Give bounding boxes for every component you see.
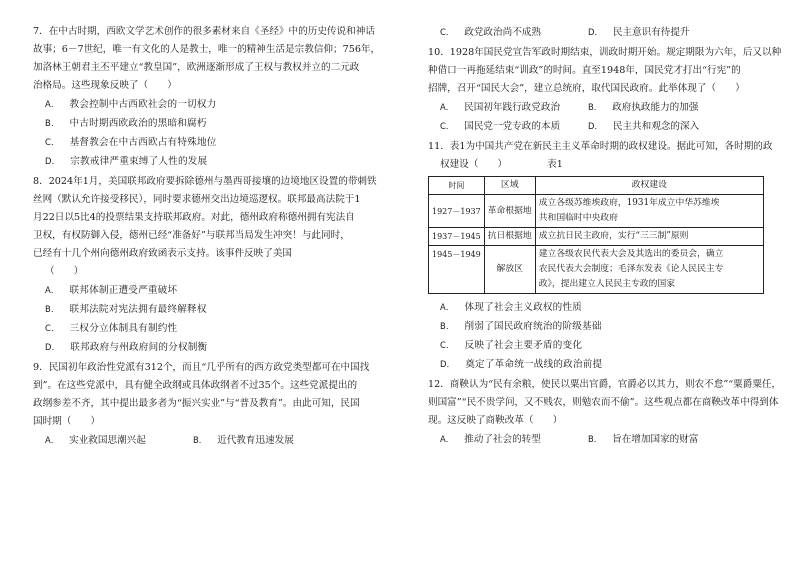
option-label: B． [45, 304, 60, 314]
option-label: D． [45, 156, 61, 166]
option-text: 政府执政能力的加强 [612, 102, 699, 113]
question-7-line: 故事；6－7世纪，唯一有文化的人是教士，唯一的精神生活是宗教信仰；756年， [33, 44, 381, 55]
question-7-line: 7．在中古时期，西欧文学艺术创作的很多素材来自《圣经》中的历史传说和神话 [33, 26, 375, 37]
question-10-options-row [440, 117, 780, 136]
question-10-line: 招牌，召开“国民大会”，建立总统府，取代国民政府。此举体现了（ ） [428, 83, 745, 94]
table-cell-line: 成立各级苏维埃政府，1931年成立中华苏维埃 [538, 198, 720, 208]
option-text: 民国初年践行政党政治 [464, 102, 561, 113]
table-cell-content [535, 195, 763, 228]
table-header-row [429, 177, 764, 195]
question-12 [428, 376, 780, 449]
option-label: A． [45, 99, 60, 109]
option-text: 推动了社会的转型 [464, 434, 541, 445]
question-11-line: 权建设（ ） [440, 159, 508, 170]
table-caption: 表1 [547, 159, 563, 170]
option-label: B． [588, 434, 603, 444]
option-text: 反映了社会主要矛盾的变化 [464, 340, 583, 351]
table-header-cell: 政权建设 [535, 177, 763, 195]
table-cell-line: 成立抗日民主政府，实行“三三制”原则 [538, 231, 689, 241]
question-9-line: 到”。在这些党派中，具有健全政纲或具体政纲者不过35个。这些党派提出的 [33, 380, 358, 391]
question-10-option-a[interactable] [440, 98, 588, 117]
left-column [33, 23, 395, 450]
option-text: 基督教会在中古西欧占有特殊地位 [69, 137, 217, 148]
question-8-option-b[interactable] [45, 300, 395, 319]
question-12-line: 12．商鞅认为“民有余粮，使民以粟出官爵，官爵必以其力，则农不怠”“粟爵粟任， [428, 379, 782, 390]
question-10-line: 10．1928年国民党宣告军政时期结束，训政时期开始。规定期限为六年，后又以种 [428, 47, 782, 58]
question-9 [33, 359, 395, 450]
option-text: 奠定了革命统一战线的政治前提 [465, 359, 603, 370]
option-label: A． [440, 302, 455, 312]
table-cell-content [535, 228, 763, 246]
question-12-line: 则国富”“民不贵学问，又不贱农，则勉农而不偷”。这些观点都在商鞅改革中得到体 [428, 397, 779, 408]
option-text: 旨在增加国家的财富 [612, 434, 699, 445]
table-cell-line: 政》，提出建立人民民主专政的国家 [538, 279, 676, 289]
option-text: 联邦政府与州政府间的分权制衡 [70, 342, 208, 353]
table-cell-region: 革命根据地 [484, 195, 535, 228]
question-11-option-a[interactable] [440, 298, 780, 317]
option-label: C． [45, 323, 60, 333]
option-label: D． [588, 121, 603, 131]
question-8-line: （ ） [45, 266, 84, 277]
option-text: 体现了社会主义政权的性质 [464, 302, 583, 313]
option-text: 国民党一党专政的本质 [464, 121, 561, 132]
question-11-line: 11．表1为中国共产党在新民主主义革命时期的政权建设。据此可知，各时期的政 [428, 141, 773, 152]
option-text: 政党政治尚不成熟 [464, 27, 541, 38]
option-label: C． [440, 121, 455, 131]
option-label: D． [45, 342, 61, 352]
table-cell-period: 1927－1937 [429, 195, 485, 228]
table-row [429, 246, 764, 294]
table-header-cell: 时间 [429, 177, 485, 195]
option-text: 民主意识有待提升 [612, 27, 690, 38]
question-7 [33, 23, 395, 171]
table-header-cell: 区域 [484, 177, 535, 195]
question-12-option-b[interactable] [588, 430, 736, 449]
option-text: 三权分立体制具有制约性 [69, 323, 178, 334]
question-10-option-b[interactable] [588, 98, 736, 117]
option-text: 联邦体制正遭受严重破坏 [69, 285, 178, 296]
question-9-line: 政纲参差不齐，其中提出最多者为“振兴实业”与“普及教育”。由此可知，民国 [33, 398, 360, 409]
option-label: B． [45, 118, 60, 128]
option-text: 联邦法院对宪法拥有最终解释权 [69, 304, 207, 315]
question-8-line: 卫权，有权防御入侵，德州已经“准备好”与联邦当局发生冲突！与此同时， [33, 230, 350, 241]
question-9-line: 9．民国初年政治性党派有312个，而且“几乎所有的西方政党类型都可在中国找 [33, 362, 370, 373]
question-7-option-b[interactable] [45, 114, 395, 133]
question-10-options-row [440, 98, 780, 117]
option-label: B． [193, 435, 208, 445]
table-cell-period: 1945－1949 [429, 246, 485, 294]
question-10-line: 种借口一再拖延结束“训政”的时间。直至1948年，国民党才打出“行宪”的 [428, 65, 741, 76]
right-column [428, 23, 780, 449]
table-cell-region: 解放区 [484, 246, 535, 294]
question-11-option-c[interactable] [440, 336, 780, 355]
question-8-line: 丝网（默认允许接受移民），同时要求德州交出边境巡逻权。联邦最高法院于1 [33, 194, 361, 205]
question-12-option-a[interactable] [440, 430, 588, 449]
question-9-option-d[interactable] [588, 23, 736, 42]
question-11-option-d[interactable] [440, 355, 780, 374]
table-cell-content [535, 246, 763, 294]
question-10 [428, 44, 780, 136]
option-text: 民主共和观念的深入 [612, 121, 700, 132]
question-8-option-d[interactable] [45, 338, 395, 357]
table-cell-line: 建立各级农民代表大会及其选出的委员会，确立 [538, 249, 724, 259]
question-8-option-c[interactable] [45, 319, 395, 338]
question-7-option-a[interactable] [45, 95, 395, 114]
question-9-options-row [440, 23, 780, 42]
option-label: C． [440, 340, 455, 350]
table-cell-period: 1937－1945 [429, 228, 485, 246]
option-label: A． [440, 102, 455, 112]
question-7-line: 加洛林王朝君主丕平建立“教皇国”，欧洲逐渐形成了王权与教权并立的二元政 [33, 62, 360, 73]
option-label: C． [440, 27, 455, 37]
question-8-line: 已经有十几个州向德州政府致函表示支持。该事件反映了美国 [33, 248, 293, 259]
option-text: 实业救国思潮兴起 [69, 435, 146, 446]
question-7-option-c[interactable] [45, 133, 395, 152]
question-10-option-d[interactable] [588, 117, 736, 136]
question-12-line: 现。这反映了商鞅改革（ ） [428, 415, 563, 426]
question-9-option-b[interactable] [193, 431, 341, 450]
question-8-option-a[interactable] [45, 281, 395, 300]
question-11-line-with-caption [428, 156, 780, 174]
table-cell-region: 抗日根据地 [484, 228, 535, 246]
question-7-option-d[interactable] [45, 152, 395, 171]
question-11-option-b[interactable] [440, 317, 780, 336]
option-label: A． [45, 285, 60, 295]
table-row [429, 228, 764, 246]
question-11 [428, 138, 780, 374]
question-10-option-c[interactable] [440, 117, 588, 136]
option-label: D． [440, 359, 456, 369]
option-text: 近代教育迅速发展 [217, 435, 294, 446]
question-9-option-a[interactable] [45, 431, 193, 450]
table-cell-line: 农民代表大会制度；毛泽东发表《论人民民主专 [538, 264, 724, 274]
question-8-line: 月22日以5比4的投票结果支持联邦政府。对此，德州政府称德州拥有宪法自 [33, 212, 355, 223]
option-text: 削弱了国民政府统治的阶级基础 [464, 321, 602, 332]
option-label: C． [45, 137, 60, 147]
option-text: 教会控制中古西欧社会的一切权力 [69, 99, 217, 110]
option-label: B． [440, 321, 455, 331]
option-label: B． [588, 102, 603, 112]
option-text: 宗教戒律严重束缚了人性的发展 [70, 156, 208, 167]
option-label: A． [45, 435, 60, 445]
question-7-line: 治格局。这些现象反映了（ ） [33, 80, 177, 91]
table-cell-line: 共和国临时中央政府 [538, 213, 618, 223]
governance-table [428, 176, 764, 294]
option-label: A． [440, 434, 455, 444]
option-label: D． [588, 27, 603, 37]
question-12-options-row [440, 430, 780, 449]
question-8 [33, 173, 395, 357]
option-text: 中古时期西欧政治的黑暗和腐朽 [69, 118, 207, 129]
question-9-line: 国时期（ ） [33, 416, 101, 427]
question-8-line: 8．2024年1月，美国联邦政府要拆除德州与墨西哥接壤的边境地区设置的带刺铁 [33, 176, 377, 187]
question-9-option-c[interactable] [440, 23, 588, 42]
table-row [429, 195, 764, 228]
question-9-options-row [45, 431, 395, 450]
